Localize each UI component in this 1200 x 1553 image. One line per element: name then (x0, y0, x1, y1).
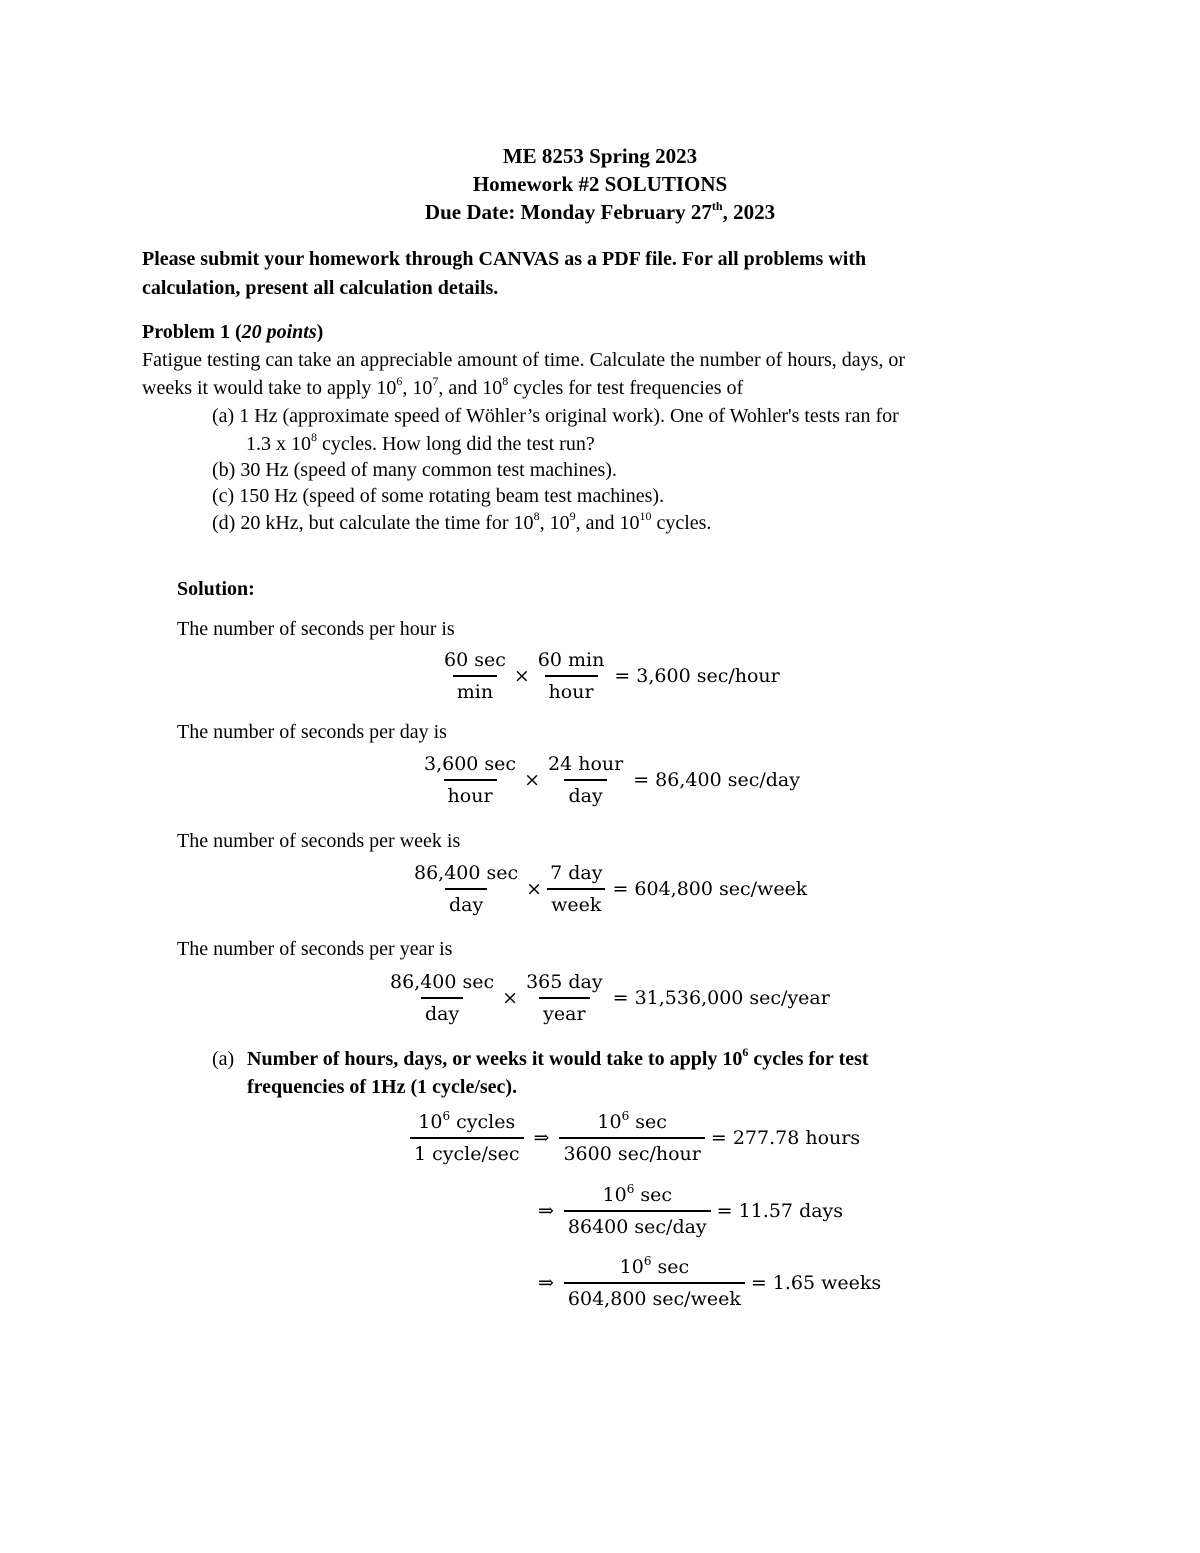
cycles-to-hours-equation: $\frac{10^6 cycles}{\text{1 cycle/sec}}$ ⇒ $\frac{10^6 \sec}{\text{3600 sec/hour}}$ = 277.78 hours (410, 1110, 860, 1166)
problem-1-part-b: (b) 30 Hz (speed of many common test machines). (212, 459, 617, 481)
cycles-to-weeks-equation: ⇒ $\frac{10^6 \sec}{\text{604,800 sec/week}}$ = 1.65 weeks (538, 1253, 882, 1310)
seconds-per-week-equation: $\frac{86,400 \sec}{\text{day}}$ × $\frac{\text{7 day}}{\text{week}}$ = 604,800 sec/week (414, 862, 808, 916)
course-title: ME 8253 Spring 2023 (502, 144, 698, 168)
seconds-per-week-intro: The number of seconds per week is (177, 830, 461, 852)
homework-title: Homework #2 SOLUTIONS (472, 172, 728, 196)
problem-1-part-d: (d) 20 kHz, but calculate the time for $10^8$, $10^9$, and $10^{10}$ cycles. (212, 509, 712, 534)
problem-1-intro-line-2: weeks it would take to apply $10^6$, $10^7$, and $10^8$ cycles for test frequencies of (142, 374, 744, 399)
solution-part-a-label: (a) (212, 1048, 235, 1070)
problem-1-part-a-line-2: 1.3 x $10^8$ cycles. How long did the test run? (246, 430, 595, 455)
problem-1-part-c: (c) 150 Hz (speed of some rotating beam test machines). (212, 485, 665, 507)
seconds-per-day-intro: The number of seconds per day is (177, 721, 447, 743)
problem-1-intro-line-1: Fatigue testing can take an appreciable amount of time. Calculate the number of hours, days, or (142, 349, 906, 371)
document-header (0, 142, 1200, 226)
seconds-per-year-intro: The number of seconds per year is (177, 938, 453, 960)
solution-part-a-line-2: frequencies of 1Hz (1 cycle/sec). (247, 1076, 518, 1098)
cycles-to-days-equation: ⇒ $\frac{10^6 \sec}{\text{86400 sec/day}}$ = 11.57 days (538, 1181, 844, 1238)
solution-part-a-line-1: Number of hours, days, or weeks it would take to apply $10^6$ cycles for test (247, 1045, 869, 1070)
problem-1-heading: Problem 1 (20 points) (142, 321, 324, 343)
seconds-per-hour-intro: The number of seconds per hour is (177, 618, 455, 640)
seconds-per-hour-equation: $\frac{60 \sec}{\min}$ × $\frac{60 \min}{\text{hour}}$ = 3,600 sec/hour (444, 649, 780, 703)
seconds-per-year-equation: $\frac{86,400 \sec}{\text{day}}$ × $\frac{\text{365 day}}{\text{year}}$ = 31,536,000 sec/year (390, 971, 830, 1025)
seconds-per-day-equation: $\frac{3,600 \sec}{\text{hour}}$ × $\frac{\text{24 hour}}{\text{day}}$ = 86,400 sec/day (424, 753, 800, 807)
solution-label: Solution: (177, 578, 255, 600)
instructions-line-2: calculation, present all calculation details. (142, 277, 499, 299)
instructions-line-1: Please submit your homework through CANVAS as a PDF file. For all problems with (142, 248, 867, 270)
due-date: Due Date: Monday February 27th, 2023 (424, 199, 776, 224)
problem-1-part-a-line-1: (a) 1 Hz (approximate speed of Wöhler’s original work). One of Wohler's tests ran for (212, 405, 899, 427)
